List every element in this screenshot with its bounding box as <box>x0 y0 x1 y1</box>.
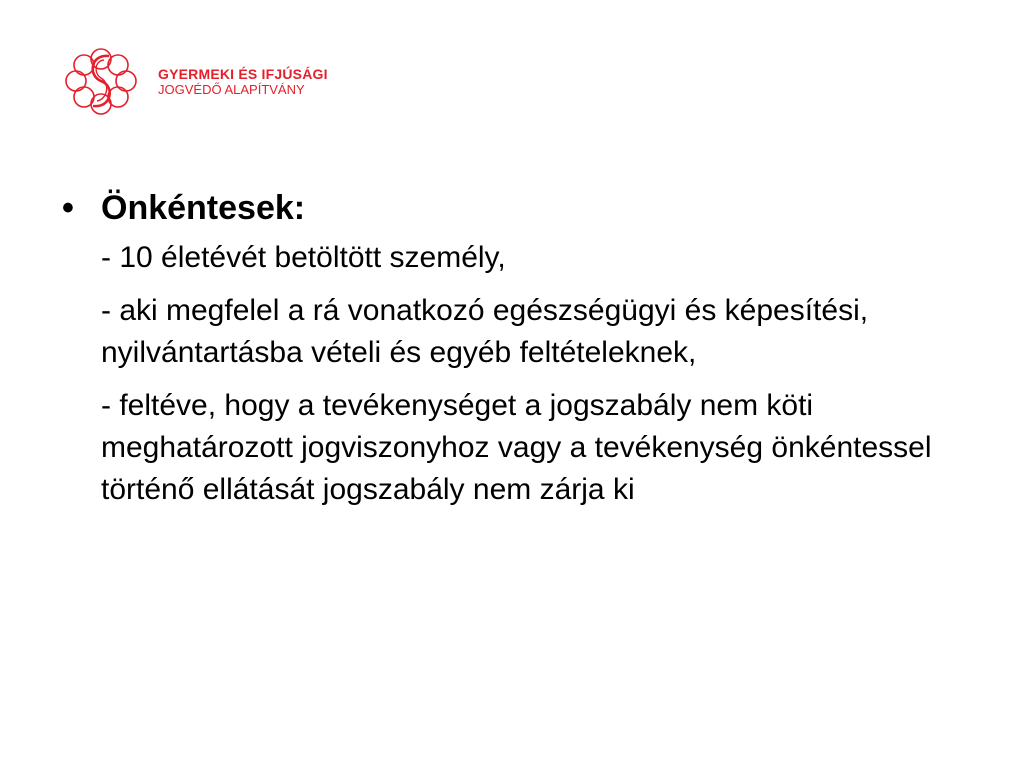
logo-title-line1: GYERMEKI ÉS IFJÚSÁGI <box>158 66 328 83</box>
logo-text <box>158 66 328 97</box>
slide-heading: Önkéntesek: <box>101 189 306 227</box>
slide-content <box>62 188 962 511</box>
bullet-heading-row <box>62 188 962 229</box>
bullet-point: • <box>62 189 74 227</box>
foundation-logo <box>60 46 328 118</box>
logo-title-line2: JOGVÉDŐ ALAPÍTVÁNY <box>158 81 305 97</box>
list-item-condition: - feltéve, hogy a tevékenységet a jogszabály nem köti meghatározott jogviszonyhoz vagy a tevékenység önkéntessel történő ellátását jogszabály nem zárja ki <box>101 388 932 506</box>
list-item-requirements: - aki megfelel a rá vonatkozó egészségügyi és képesítési, nyilvántartásba vételi és egyéb feltételeknek, <box>101 293 869 369</box>
list-item-age: - 10 életévét betöltött személy, <box>101 240 506 274</box>
logo-flower-icon <box>60 46 142 118</box>
